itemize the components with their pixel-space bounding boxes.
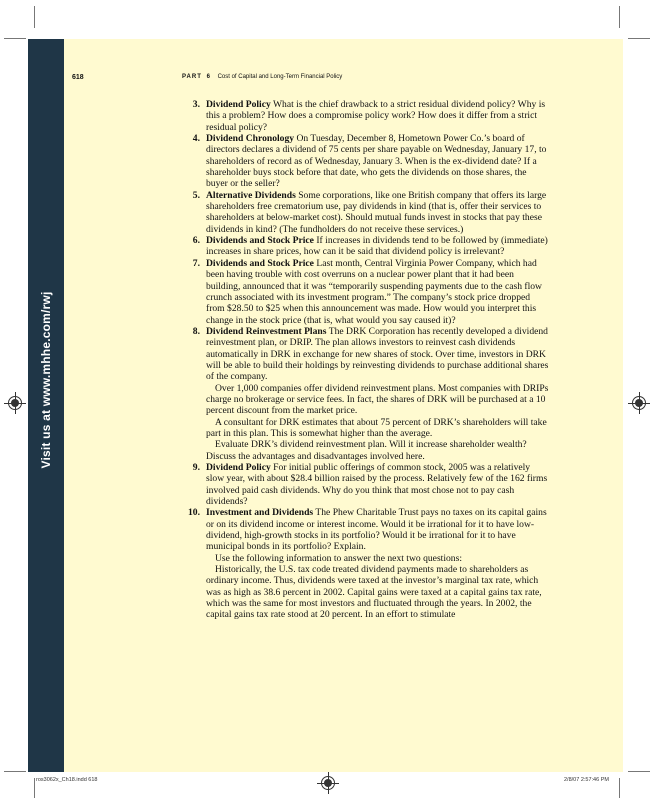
question-text: For initial public offerings of common stock, 2005 was a relatively slow year, with about $28.4 billion raised by the process. Relatively few of the 162 firms involved paid cash dividends. Why do you think that most chose not to pay cash dividends? — [206, 462, 548, 508]
part-number: 6 — [206, 74, 210, 80]
question-item — [182, 258, 550, 326]
footer-file: ros3062x_Ch18.indd 618 — [36, 777, 98, 783]
part-title: Cost of Capital and Long-Term Financial Policy — [217, 74, 343, 80]
question-title: Dividend Policy — [206, 99, 271, 110]
crop-mark — [628, 771, 650, 772]
page-number: 618 — [72, 74, 84, 81]
question-paragraph: Evaluate DRK’s dividend reinvestment plan. Will it increase shareholder wealth? Discuss the advantages and disadvantages involved here. — [206, 439, 527, 462]
question-number: 3. — [192, 99, 200, 110]
question-item — [182, 462, 550, 507]
question-paragraph — [206, 507, 550, 552]
question-paragraph — [206, 190, 550, 235]
question-item — [182, 133, 550, 190]
question-number: 10. — [188, 507, 200, 519]
question-paragraph — [206, 235, 550, 258]
question-title: Investment and Dividends — [206, 507, 314, 519]
question-paragraph — [206, 133, 550, 190]
question-number: 6. — [192, 235, 200, 247]
crop-mark — [619, 778, 620, 798]
question-text: What is the chief drawback to a strict residual dividend policy? Why is this a problem? How does a compromise policy work? How does it differ from a strict residual policy? — [206, 99, 546, 133]
question-item — [182, 326, 550, 462]
question-number: 5. — [192, 189, 200, 201]
crop-mark — [628, 38, 650, 39]
crop-mark — [34, 778, 35, 798]
question-paragraph: Over 1,000 companies offer dividend reinvestment plans. Most companies with DRIPs charge no brokerage or service fees. In fact, the shares of DRK will be purchased at a 10 percent discount from the market price. — [206, 382, 549, 417]
question-paragraph — [206, 258, 550, 326]
question-number: 4. — [192, 133, 200, 145]
question-paragraph — [206, 326, 550, 383]
question-title: Dividends and Stock Price — [206, 257, 314, 269]
question-number: 8. — [192, 325, 200, 337]
question-paragraph: Use the following information to answer the next two questions: — [215, 552, 462, 564]
question-text: Last month, Central Virginia Power Company, which had been having trouble with cost overruns on a nuclear power plant that it had been building, announced that it was “temporarily suspending payments due to the cash flow crunch associated with its investment program.” The company’s stock price dropped from $28.50 to $25 when this announcement was made. How would you interpret this change in the stock price (that is, what would you say caused it)? — [206, 257, 542, 326]
crop-mark — [34, 6, 35, 28]
question-text: On Tuesday, December 8, Hometown Power Co.’s board of directors declares a dividend of 75 cents per share payable on Wednesday, January 17, to shareholders of record as of Wednesday, January 3. When is the ex-dividend date? If a shareholder buys stock before that date, who gets the dividends on those shares, the buyer or the seller? — [206, 133, 547, 190]
question-text: If increases in dividends tend to be followed by (immediate) increases in share prices, how can it be said that dividend policy is irrelevant? — [206, 235, 548, 258]
crop-mark — [4, 38, 26, 39]
registration-mark-icon — [632, 396, 646, 410]
question-item — [182, 507, 550, 620]
question-item — [182, 190, 550, 235]
question-paragraph — [206, 462, 550, 507]
question-text: The Phew Charitable Trust pays no taxes on its capital gains or on its dividend income or interest income. Would it be irrational for it to have low-dividend, high-growth stocks in its portfolio? Would it be irrational for it to have municipal bonds in its portfolio? Explain. — [206, 507, 547, 553]
question-paragraph: Historically, the U.S. tax code treated dividend payments made to shareholders as ordinary income. Thus, dividends were taxed at the investor’s marginal tax rate, which was as high as 38.6 percent in 2002. Capital gains were taxed at a capital gains tax rate, which was the same for most investors and fluctuated through the years. In 2002, the capital gains tax rate stood at 20 percent. In an effort to stimulate — [206, 564, 542, 621]
question-item — [182, 235, 550, 258]
running-header — [182, 74, 342, 80]
question-text: Some corporations, like one British company that offers its large shareholders free crematorium use, pay dividends in kind (that is, offer their services to shareholders at below-market cost). Should mutual funds invest in stocks that pay these dividends in kind? (The fundholders do not receive these services.) — [206, 189, 547, 235]
question-title: Dividends and Stock Price — [206, 235, 314, 247]
question-title: Dividend Reinvestment Plans — [206, 325, 327, 337]
registration-mark-icon — [321, 776, 335, 790]
sidebar-url-text: Visit us at www.mhhe.com/rwj — [39, 291, 53, 469]
question-title: Alternative Dividends — [206, 189, 296, 201]
questions-list — [182, 99, 550, 621]
question-item — [182, 99, 550, 133]
question-text: The DRK Corporation has recently developed a dividend reinvestment plan, or DRIP. The plan allows investors to reinvest cash dividends automatically in DRK in exchange for new shares of stock. Over time, investors in DRK will be able to build their holdings by reinvesting dividends to purchase additional shares of the company. — [206, 325, 549, 383]
question-title: Dividend Policy — [206, 462, 271, 473]
question-title: Dividend Chronology — [206, 133, 295, 145]
footer-timestamp: 2/8/07 2:57:46 PM — [564, 777, 609, 783]
part-label: PART — [182, 74, 202, 80]
question-number: 9. — [192, 462, 200, 473]
question-number: 7. — [192, 257, 200, 269]
crop-mark — [619, 6, 620, 28]
registration-mark-icon — [8, 396, 22, 410]
question-paragraph — [206, 99, 550, 133]
question-paragraph: A consultant for DRK estimates that about 75 percent of DRK’s shareholders will take part in this plan. This is somewhat higher than the average. — [206, 416, 547, 439]
crop-mark — [4, 771, 26, 772]
